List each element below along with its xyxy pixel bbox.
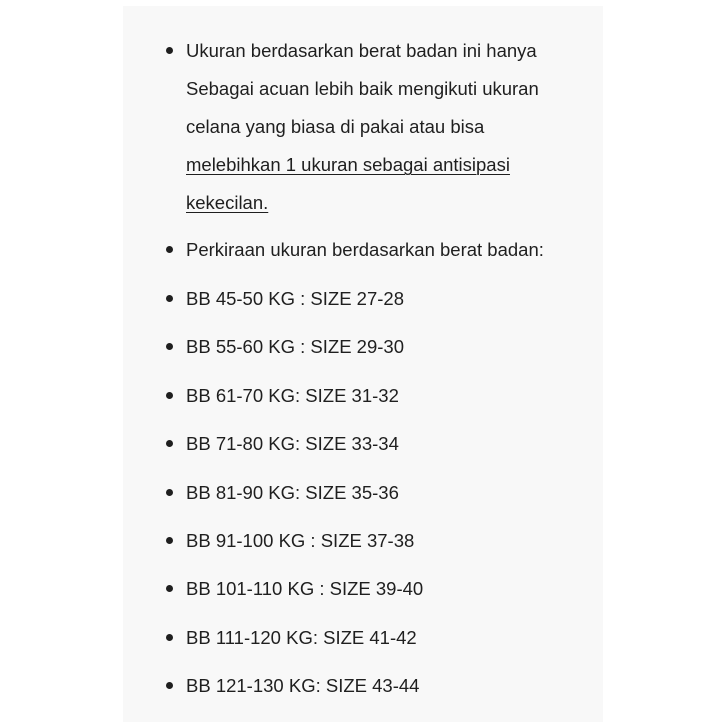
- bullet-icon: [166, 682, 173, 689]
- bullet-icon: [166, 343, 173, 350]
- bullet-icon: [166, 585, 173, 592]
- bullet-icon: [166, 246, 173, 253]
- intro-line-1: Ukuran berdasarkan berat badan ini hanya: [186, 40, 537, 61]
- size-row-text: BB 121-130 KG: SIZE 43-44: [186, 675, 420, 696]
- size-row-text: BB 71-80 KG: SIZE 33-34: [186, 433, 399, 454]
- size-row-text: BB 91-100 KG : SIZE 37-38: [186, 530, 415, 551]
- size-guide-panel: [123, 6, 603, 722]
- intro-line-2: Sebagai acuan lebih baik mengikuti ukuran: [186, 78, 539, 99]
- bullet-icon: [166, 634, 173, 641]
- size-row-text: BB 81-90 KG: SIZE 35-36: [186, 482, 399, 503]
- bullet-icon: [166, 537, 173, 544]
- size-row-text: BB 61-70 KG: SIZE 31-32: [186, 385, 399, 406]
- bullet-icon: [166, 392, 173, 399]
- intro-line-4: melebihkan 1 ukuran sebagai antisipasi: [186, 154, 510, 175]
- size-row-text: BB 45-50 KG : SIZE 27-28: [186, 288, 404, 309]
- size-row-text: BB 111-120 KG: SIZE 41-42: [186, 627, 417, 648]
- size-row-text: BB 55-60 KG : SIZE 29-30: [186, 336, 404, 357]
- bullet-icon: [166, 295, 173, 302]
- size-row-text: BB 101-110 KG : SIZE 39-40: [186, 578, 424, 599]
- bullet-icon: [166, 489, 173, 496]
- bullet-icon: [166, 440, 173, 447]
- intro-line-5: kekecilan.: [186, 192, 269, 213]
- intro-line-3: celana yang biasa di pakai atau bisa: [186, 116, 485, 137]
- bullet-icon: [166, 47, 173, 54]
- estimate-heading: Perkiraan ukuran berdasarkan berat badan:: [186, 239, 544, 260]
